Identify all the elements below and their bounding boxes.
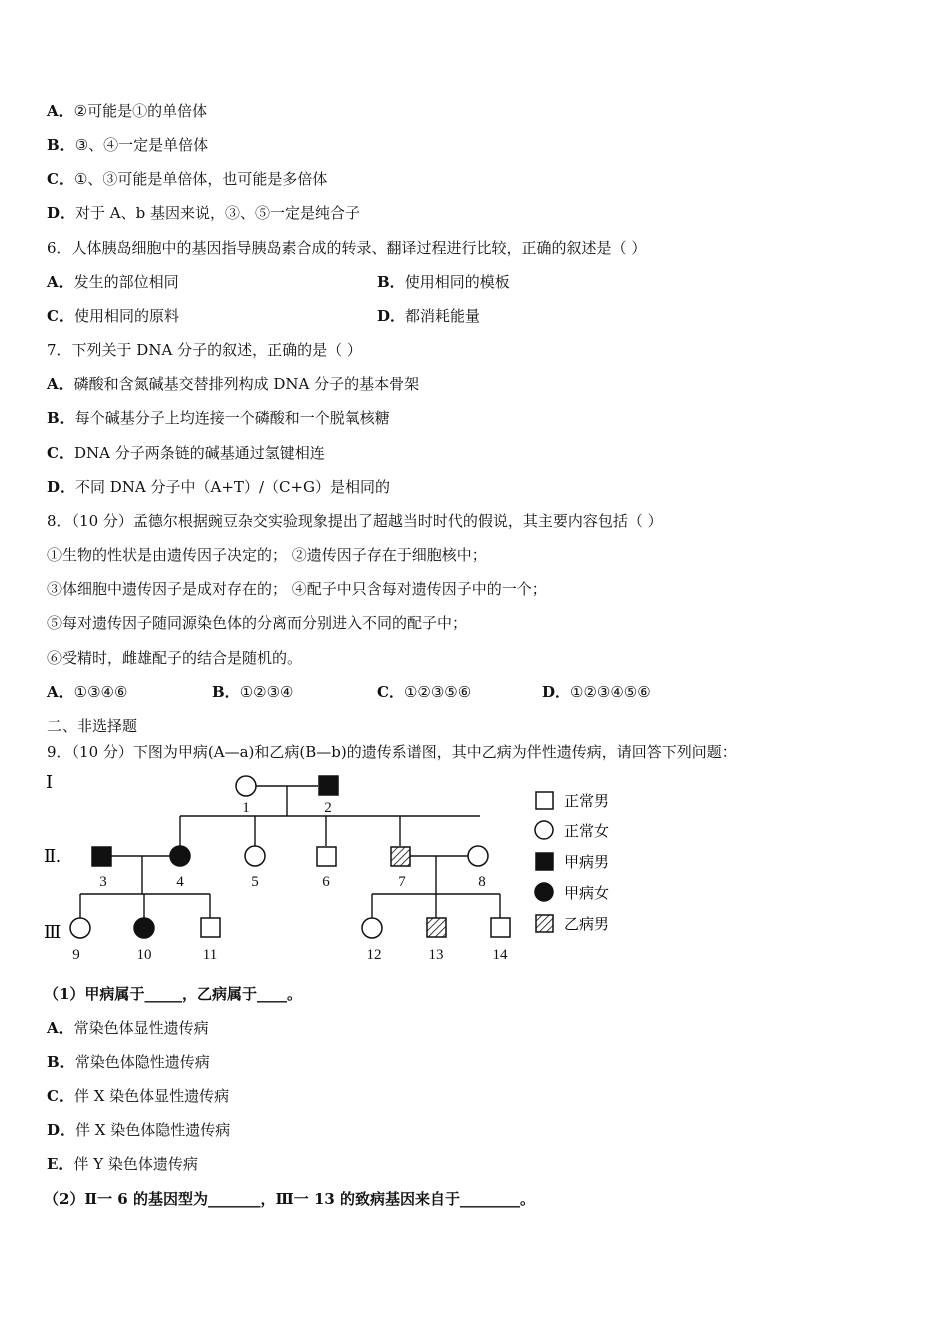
legend-normal-male-symbol [536, 792, 553, 809]
member-number-14: 14 [492, 947, 508, 963]
q5-option-c: C．①、③可能是单倍体，也可能是多倍体 [47, 170, 328, 188]
legend-normal-female-symbol [535, 821, 553, 839]
member-number-12: 12 [366, 947, 382, 963]
section-heading: 二、非选择题 [47, 717, 138, 735]
member-number-3: 3 [99, 874, 107, 890]
member-14 [491, 918, 510, 937]
q9-sub1: （1）甲病属于_____，乙病属于____。 [44, 985, 302, 1003]
q6-option-a: A．发生的部位相同 [47, 273, 179, 291]
q7-option-a: A．磷酸和含氮碱基交替排列构成 DNA 分子的基本骨架 [47, 375, 420, 393]
q8-option-a: A．①③④⑥ [47, 683, 128, 701]
q9-stem: 9．（10 分）下图为甲病(A—a)和乙病(B—b)的遗传系谱图，其中乙病为伴性遗传病，请回答下列问题： [47, 743, 737, 761]
q9-sub1-option-c: C．伴 X 染色体显性遗传病 [47, 1087, 230, 1105]
member-2 [319, 776, 338, 795]
member-number-9: 9 [72, 947, 80, 963]
q7-option-d: D．不同 DNA 分子中（A+T）/（C+G）是相同的 [47, 478, 391, 496]
q8-option-d: D．①②③④⑤⑥ [542, 683, 651, 701]
member-number-6: 6 [322, 874, 330, 890]
q8-statement-4: ⑥受精时，雌雄配子的结合是随机的。 [47, 649, 303, 667]
member-number-10: 10 [136, 947, 152, 963]
member-number-1: 1 [242, 800, 250, 816]
q9-sub1-option-e: E．伴 Y 染色体遗传病 [47, 1155, 198, 1173]
legend-normal-male: 正常男 [564, 794, 610, 810]
legend-disease-a-female-symbol [535, 883, 553, 901]
member-number-13: 13 [428, 947, 444, 963]
member-4 [170, 846, 190, 866]
q9-sub2: （2）Ⅱ一 6 的基因型为_______，Ⅲ一 13 的致病基因来自于________。 [44, 1190, 536, 1208]
member-12 [362, 918, 382, 938]
member-6 [317, 847, 336, 866]
q6-option-c: C．使用相同的原料 [47, 307, 179, 325]
member-5 [245, 846, 265, 866]
q8-stem: 8．（10 分）孟德尔根据豌豆杂交实验现象提出了超越当时时代的假说，其主要内容包括（ ） [47, 512, 663, 530]
q6-option-b: B．使用相同的模板 [377, 273, 510, 291]
member-number-11: 11 [202, 947, 218, 963]
gen-label-1: Ⅰ [46, 772, 54, 792]
member-11 [201, 918, 220, 937]
q5-option-d: D．对于 A、b 基因来说，③、⑤一定是纯合子 [47, 204, 360, 222]
q9-sub1-option-b: B．常染色体隐性遗传病 [47, 1053, 210, 1071]
q9-sub1-option-d: D．伴 X 染色体隐性遗传病 [47, 1121, 231, 1139]
legend-disease-b-male: 乙病男 [564, 917, 610, 933]
q8-option-c: C．①②③⑤⑥ [377, 683, 472, 701]
q6-stem: 6．人体胰岛细胞中的基因指导胰岛素合成的转录、翻译过程进行比较，正确的叙述是（ ） [47, 239, 647, 257]
legend-normal-female: 正常女 [564, 824, 610, 840]
legend-disease-a-female: 甲病女 [564, 886, 610, 902]
q5-option-a: A．②可能是①的单倍体 [47, 102, 208, 120]
q9-sub1-option-a: A．常染色体显性遗传病 [47, 1019, 209, 1037]
q7-option-c: C．DNA 分子两条链的碱基通过氢键相连 [47, 444, 325, 462]
member-8 [468, 846, 488, 866]
member-number-7: 7 [398, 874, 406, 890]
member-number-2: 2 [324, 800, 332, 816]
q7-option-b: B．每个碱基分子上均连接一个磷酸和一个脱氧核糖 [47, 409, 390, 427]
q5-option-b: B．③、④一定是单倍体 [47, 136, 209, 154]
member-10 [134, 918, 154, 938]
legend-disease-a-male: 甲病男 [564, 855, 610, 871]
q8-statement-2: ③体细胞中遗传因子是成对存在的； ④配子中只含每对遗传因子中的一个； [47, 580, 547, 598]
member-number-5: 5 [251, 874, 259, 890]
q8-statement-3: ⑤每对遗传因子随同源染色体的分离而分别进入不同的配子中； [47, 614, 468, 632]
member-number-8: 8 [478, 874, 486, 890]
member-3 [92, 847, 111, 866]
legend-disease-a-male-symbol [536, 853, 553, 870]
member-9 [70, 918, 90, 938]
gen-label-2: Ⅱ. [44, 846, 61, 866]
q6-option-d: D．都消耗能量 [377, 307, 481, 325]
gen-label-3: Ⅲ [44, 922, 62, 942]
legend-disease-b-male-symbol [536, 915, 553, 932]
q8-statement-1: ①生物的性状是由遗传因子决定的； ②遗传因子存在于细胞核中； [47, 546, 487, 564]
q8-option-b: B．①②③④ [212, 683, 294, 701]
pedigree-chart [40, 766, 640, 971]
q7-stem: 7．下列关于 DNA 分子的叙述，正确的是（ ） [47, 341, 362, 359]
member-13 [427, 918, 446, 937]
member-7 [391, 847, 410, 866]
member-1 [236, 776, 256, 796]
member-number-4: 4 [176, 874, 184, 890]
